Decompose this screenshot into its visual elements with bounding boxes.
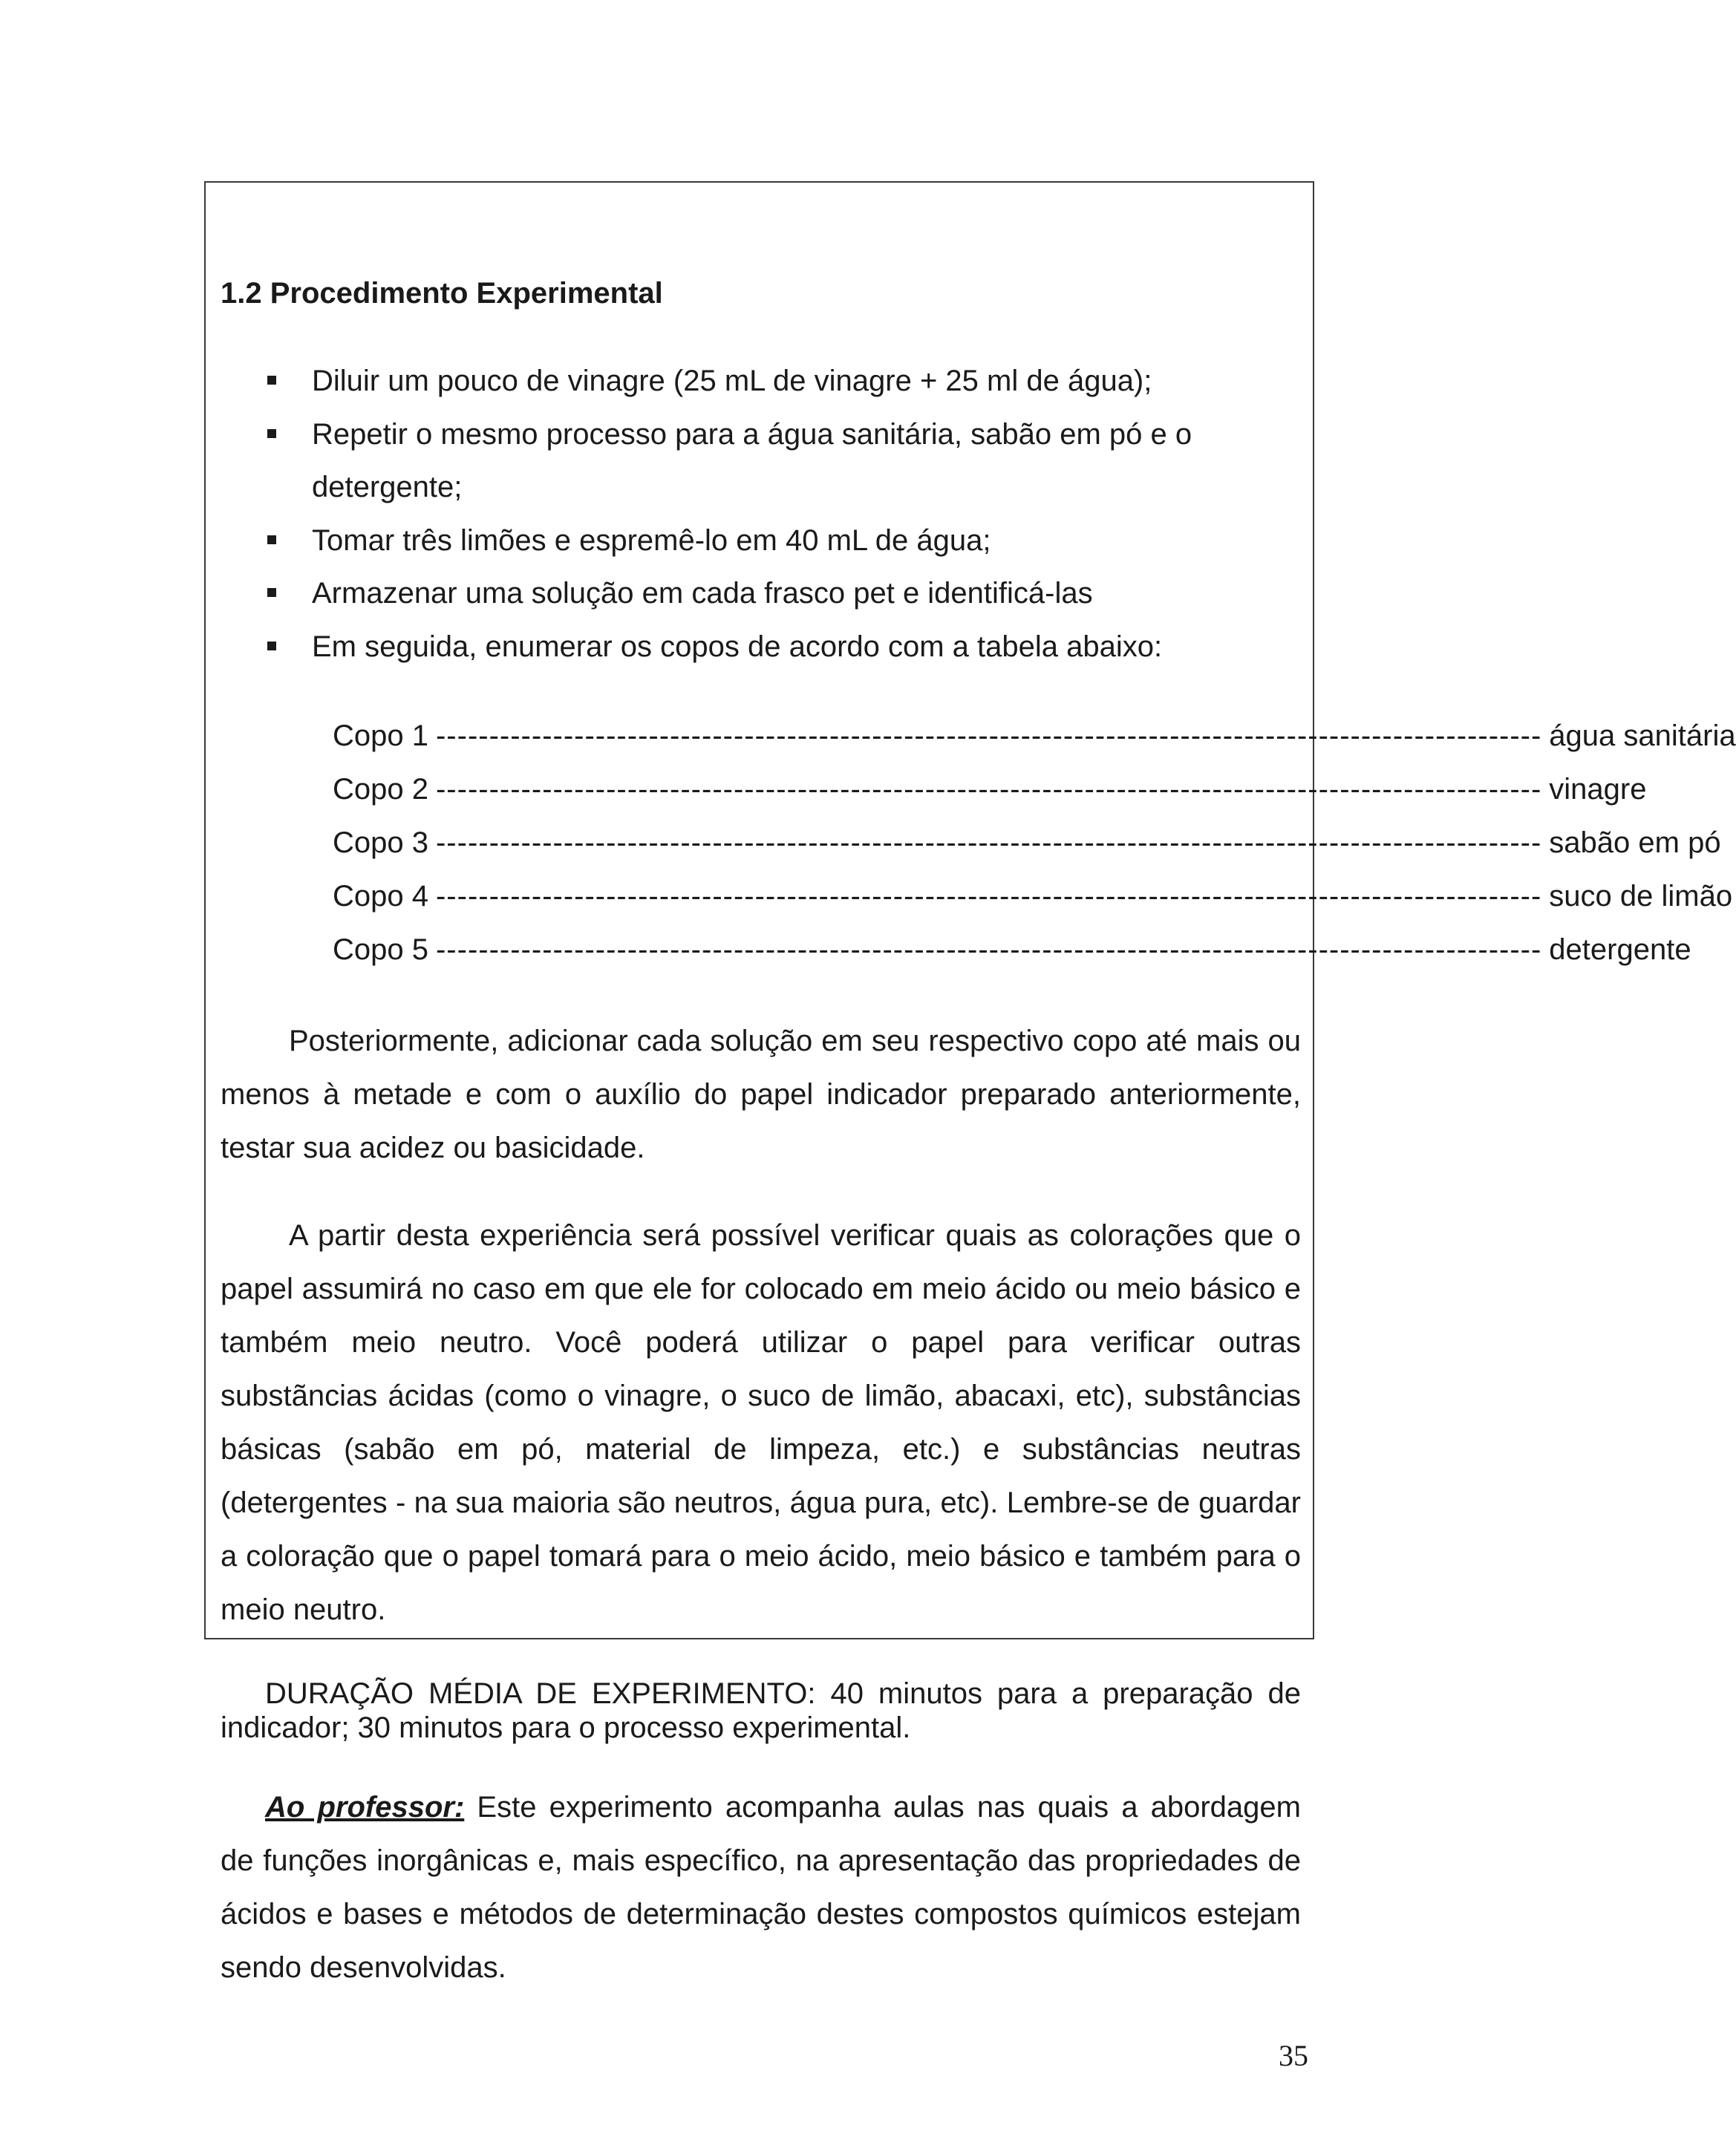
copo-label: Copo 1	[333, 719, 428, 752]
list-item: Repetir o mesmo processo para a água sanitária, sabão em pó e o	[267, 408, 1255, 462]
paragraph-testing: Posteriormente, adicionar cada solução em seu respectivo copo até mais ou menos à metade e com o auxílio do papel indicador preparado anteriormente, testar sua acidez ou basicidade.	[221, 1025, 1301, 1164]
table-row	[333, 709, 1736, 763]
dash-leader: --------------------------------------------------------------------------------------------------------	[435, 719, 1542, 752]
copo-content: suco de limão	[1549, 880, 1733, 913]
square-bullet-icon	[267, 535, 276, 544]
copo-assignment-table	[333, 709, 1736, 976]
dash-leader: --------------------------------------------------------------------------------------------------------	[435, 826, 1542, 859]
duration-note: DURAÇÃO MÉDIA DE EXPERIMENTO: 40 minutos para a preparação de indicador; 30 minutos para o processo experimental.	[221, 1677, 1301, 1744]
copo-label: Copo 5	[333, 933, 428, 966]
copo-content: vinagre	[1549, 773, 1647, 806]
table-row	[333, 923, 1691, 976]
section-heading: 1.2 Procedimento Experimental	[221, 277, 663, 310]
copo-content: sabão em pó	[1549, 826, 1721, 859]
teacher-note-text: Este experimento acompanha aulas nas quais a abordagem de funções inorgânicas e, mais específico, na apresentação das propriedades de ácidos e bases e métodos de determinação destes compostos químicos estejam sendo desenvolvidas.	[221, 1791, 1301, 1984]
paragraph-observation: A partir desta experiência será possível verificar quais as colorações que o papel assumirá no caso em que ele for colocado em meio ácido ou meio básico e também meio neutro. Você poderá utilizar o papel para verificar outras substãncias ácidas (como o vinagre, o suco de limão, abacaxi, etc), substâncias básicas (sabão em pó, material de limpeza, etc.) e substâncias neutras (detergentes - na sua maioria são neutros, água pura, etc). Lembre-se de guardar a coloração que o papel tomará para o meio ácido, meio básico e também para o meio neutro.	[221, 1219, 1301, 1626]
table-row	[333, 763, 1647, 816]
copo-label: Copo 2	[333, 773, 428, 806]
list-item-continuation: detergente;	[312, 471, 463, 503]
square-bullet-icon	[267, 642, 276, 650]
list-item: Tomar três limões e espremê-lo em 40 mL de água;	[267, 515, 1255, 568]
teacher-note-label: Ao professor:	[265, 1791, 465, 1824]
copo-content: detergente	[1549, 933, 1691, 966]
copo-label: Copo 3	[333, 826, 428, 859]
procedure-steps-list	[267, 355, 1255, 673]
list-item: Em seguida, enumerar os copos de acordo com a tabela abaixo:	[267, 621, 1255, 674]
table-row	[333, 869, 1733, 923]
square-bullet-icon	[267, 588, 276, 597]
dash-leader: --------------------------------------------------------------------------------------------------------	[435, 773, 1542, 806]
list-item: Armazenar uma solução em cada frasco pet e identificá-las	[267, 567, 1255, 621]
table-row	[333, 816, 1721, 869]
square-bullet-icon	[267, 376, 276, 385]
copo-label: Copo 4	[333, 880, 428, 913]
dash-leader: --------------------------------------------------------------------------------------------------------	[435, 933, 1542, 966]
teacher-note	[221, 1780, 1301, 1994]
dash-leader: --------------------------------------------------------------------------------------------------------	[435, 880, 1542, 913]
copo-content: água sanitária	[1549, 719, 1736, 752]
square-bullet-icon	[267, 429, 276, 438]
page-number: 35	[1279, 2039, 1308, 2072]
list-item: Diluir um pouco de vinagre (25 mL de vinagre + 25 ml de água);	[267, 355, 1255, 408]
